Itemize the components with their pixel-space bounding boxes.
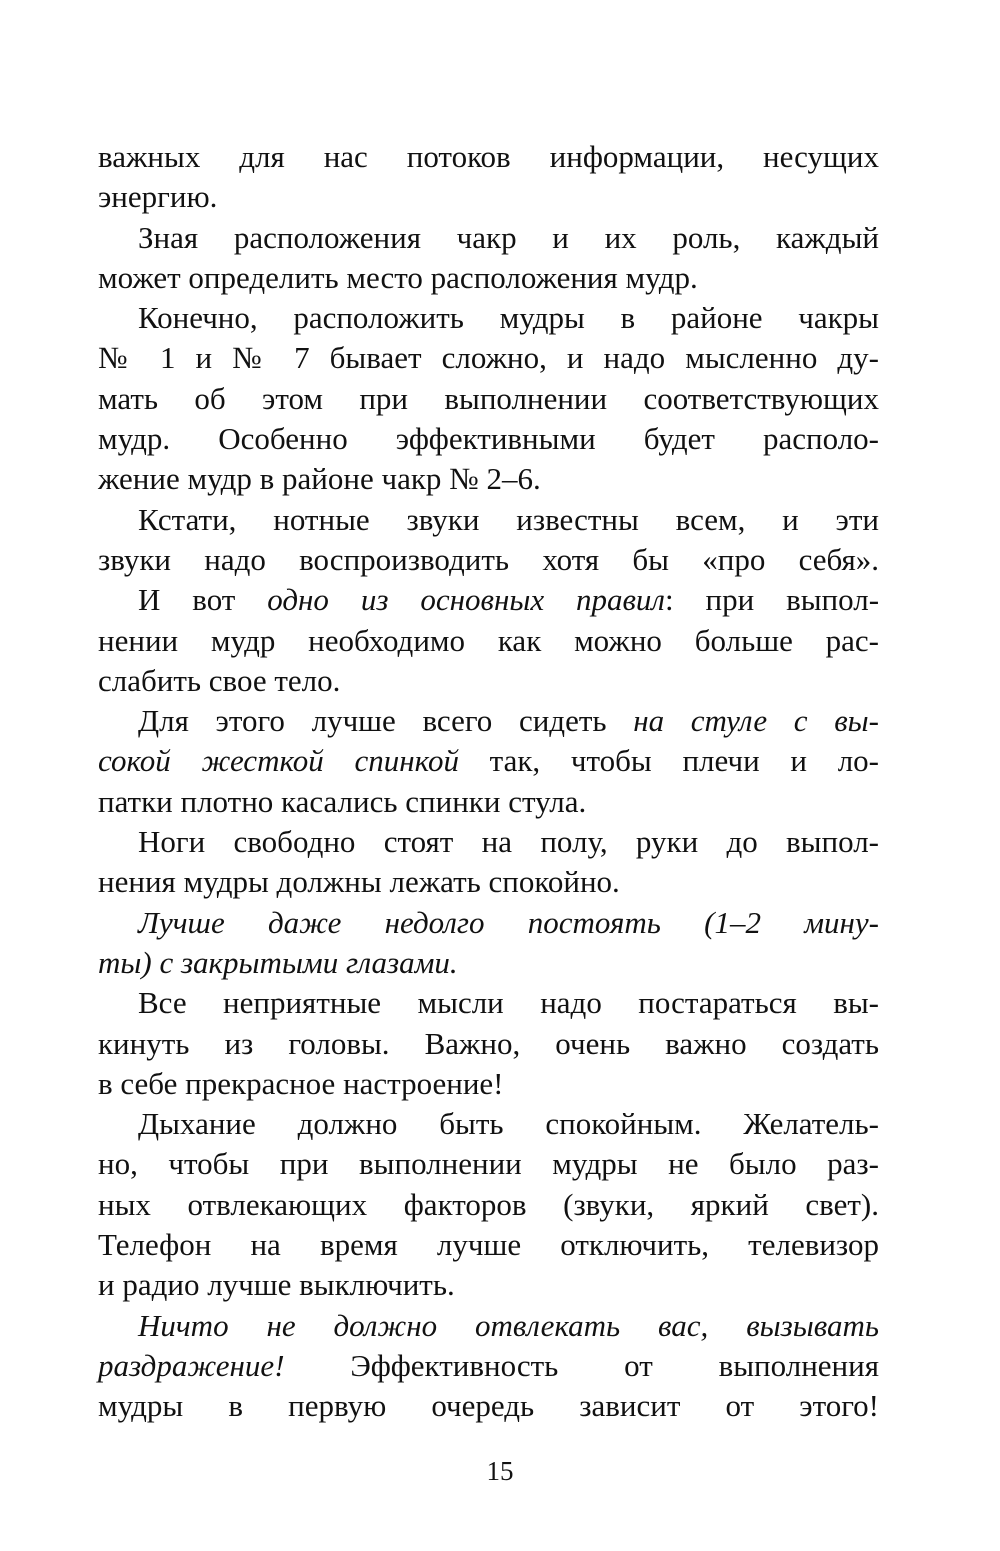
text-line [98, 218, 879, 258]
paragraph [98, 1104, 879, 1305]
body-text: и радио лучше выключить. [98, 1267, 455, 1303]
paragraph [98, 298, 879, 499]
body-text: И вот [138, 582, 268, 618]
text-line [98, 1104, 879, 1144]
text-line [98, 1346, 879, 1386]
body-text: Конечно, расположить мудры в районе чакры [138, 300, 879, 336]
italic-text: одно из основных правил [267, 582, 665, 618]
body-text: так, чтобы плечи и ло- [458, 743, 879, 779]
text-line [98, 177, 879, 217]
body-text: мудр. Особенно эффективными будет располо- [98, 421, 879, 457]
text-line [98, 459, 879, 499]
body-text: патки плотно касались спинки стула. [98, 783, 587, 819]
body-text: Ноги свободно стоят на полу, руки до выпол- [138, 824, 879, 860]
body-text: слабить свое тело. [98, 662, 341, 698]
text-line [98, 540, 879, 580]
body-text: но, чтобы при выполнении мудры не было раз- [98, 1146, 879, 1182]
text-line [98, 298, 879, 338]
text-line [98, 822, 879, 862]
text-line [98, 701, 879, 741]
text-line [98, 983, 879, 1023]
text-line [98, 1225, 879, 1265]
body-text: : при выпол- [664, 582, 880, 618]
paragraph [98, 1306, 879, 1427]
italic-text: Лучше даже недолго постоять (1–2 мину- [138, 904, 879, 940]
text-line [98, 782, 879, 822]
body-text: ных отвлекающих факторов (звуки, яркий свет). [98, 1186, 879, 1222]
text-line [98, 1306, 879, 1346]
text-line [98, 379, 879, 419]
text-line [98, 1265, 879, 1305]
text-line [98, 1386, 879, 1426]
paragraph [98, 822, 879, 903]
text-line [98, 1144, 879, 1184]
text-line [98, 500, 879, 540]
text-line [98, 661, 879, 701]
body-text: Кстати, нотные звуки известны всем, и эти [138, 501, 879, 537]
body-text: № 1 и № 7 бывает сложно, и надо мысленно ду- [98, 340, 879, 376]
text-line [98, 1064, 879, 1104]
italic-text: на стуле с вы- [633, 703, 879, 739]
text-line [98, 1185, 879, 1225]
italic-text: Ничто не должно отвлекать вас, вызывать [138, 1307, 879, 1343]
text-line [98, 580, 879, 620]
text-line [98, 621, 879, 661]
body-text: Для этого лучше всего сидеть [138, 703, 634, 739]
paragraph [98, 983, 879, 1104]
body-text: Зная расположения чакр и их роль, каждый [138, 219, 879, 255]
text-line [98, 862, 879, 902]
body-text: мудры в первую очередь зависит от этого! [98, 1388, 879, 1424]
paragraph [98, 218, 879, 299]
paragraph [98, 500, 879, 581]
body-text: Дыхание должно быть спокойным. Желатель- [138, 1106, 879, 1142]
italic-text: раздражение! [98, 1347, 285, 1383]
body-text: звуки надо воспроизводить хотя бы «про себя». [98, 541, 879, 577]
body-text: энергию. [98, 179, 218, 215]
text-line [98, 741, 879, 781]
body-text: кинуть из головы. Важно, очень важно создать [98, 1025, 879, 1061]
text-line [98, 258, 879, 298]
text-line [98, 1024, 879, 1064]
text-line [98, 419, 879, 459]
body-text: нении мудр необходимо как можно больше рас- [98, 622, 879, 658]
paragraph [98, 903, 879, 984]
paragraph [98, 701, 879, 822]
body-text: важных для нас потоков информации, несущих [98, 139, 879, 174]
body-text: может определить место расположения мудр. [98, 259, 698, 295]
text-line [98, 338, 879, 378]
body-text: нения мудры должны лежать спокойно. [98, 864, 620, 900]
text-line [98, 137, 879, 177]
body-text: в себе прекрасное настроение! [98, 1065, 504, 1101]
page-number: 15 [486, 1456, 514, 1486]
body-text: жение мудр в районе чакр № 2–6. [98, 461, 541, 497]
text-line [98, 943, 879, 983]
italic-text: ты) с закрытыми глазами. [98, 944, 458, 980]
text-line [98, 903, 879, 943]
paragraph [98, 137, 879, 218]
page-body [98, 137, 879, 1427]
body-text: Телефон на время лучше отключить, телевизор [98, 1227, 879, 1263]
paragraph [98, 580, 879, 701]
italic-text: сокой жесткой спинкой [98, 743, 459, 779]
body-text: мать об этом при выполнении соответствующих [98, 380, 879, 416]
body-text: Эффективность от выполнения [284, 1347, 879, 1383]
body-text: Все неприятные мысли надо постараться вы- [138, 985, 879, 1021]
